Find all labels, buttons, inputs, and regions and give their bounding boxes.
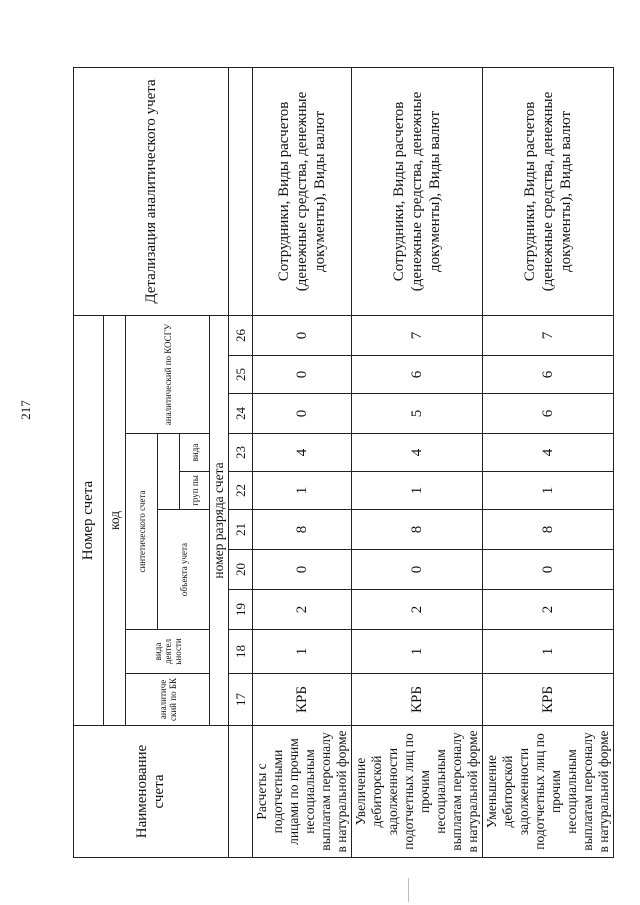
cell-21: 8 xyxy=(253,510,352,550)
header-code: код xyxy=(104,315,126,725)
row-name: Уменьшение дебиторской задолженности подотчетных лиц по прочим несоциальным выплатам персоналу в натуральной форме xyxy=(483,726,614,858)
header-activity-type: вида деятел ьности xyxy=(126,630,210,674)
digit-18: 18 xyxy=(229,630,253,674)
digit-22: 22 xyxy=(229,472,253,510)
header-synthetic: синтетического счета xyxy=(126,434,158,630)
cell-18: 1 xyxy=(352,630,483,674)
header-name: Наименование счета xyxy=(74,726,229,858)
cell-20: 0 xyxy=(352,550,483,590)
cell-26: 7 xyxy=(352,315,483,355)
cell-21: 8 xyxy=(352,510,483,550)
digit-20: 20 xyxy=(229,550,253,590)
digit-17: 17 xyxy=(229,674,253,726)
cell-18: 1 xyxy=(483,630,614,674)
cell-17: КРБ xyxy=(483,674,614,726)
cell-22: 1 xyxy=(352,472,483,510)
rotated-page xyxy=(73,68,611,858)
header-detail-spacer xyxy=(229,67,253,315)
cell-24: 6 xyxy=(483,394,614,434)
cell-25: 6 xyxy=(483,356,614,394)
header-object: объекта учета xyxy=(158,510,210,630)
digit-19: 19 xyxy=(229,590,253,630)
cell-22: 1 xyxy=(483,472,614,510)
cell-19: 2 xyxy=(253,590,352,630)
digit-25: 25 xyxy=(229,356,253,394)
row-name: Расчеты с подотчетными лицами по прочим несоциальным выплатам персоналу в натуральной форме xyxy=(253,726,352,858)
cell-18: 1 xyxy=(253,630,352,674)
header-detail: Детализация аналитического учета xyxy=(74,67,229,315)
row-detail: Сотрудники, Виды расчетов (денежные средства, денежные документы), Виды валют xyxy=(352,67,483,315)
header-blank-cell xyxy=(158,434,180,510)
row-name: Увеличение дебиторской задолженности подотчетных лиц по прочим несоциальным выплатам персоналу в натуральной форме xyxy=(352,726,483,858)
table-row xyxy=(253,67,352,857)
digit-24: 24 xyxy=(229,394,253,434)
accounts-table xyxy=(73,67,614,858)
scan-edge-line xyxy=(408,878,409,902)
cell-22: 1 xyxy=(253,472,352,510)
row-detail: Сотрудники, Виды расчетов (денежные средства, денежные документы), Виды валют xyxy=(253,67,352,315)
cell-26: 7 xyxy=(483,315,614,355)
cell-19: 2 xyxy=(352,590,483,630)
cell-26: 0 xyxy=(253,315,352,355)
row-detail: Сотрудники, Виды расчетов (денежные средства, денежные документы), Виды валют xyxy=(483,67,614,315)
cell-19: 2 xyxy=(483,590,614,630)
digit-21: 21 xyxy=(229,510,253,550)
cell-17: КРБ xyxy=(253,674,352,726)
cell-17: КРБ xyxy=(352,674,483,726)
cell-25: 6 xyxy=(352,356,483,394)
page-number: 217 xyxy=(18,400,33,420)
header-analytic-bk: аналитиче ский по БК xyxy=(126,674,210,726)
table-row xyxy=(352,67,483,857)
header-name-spacer xyxy=(229,726,253,858)
header-account-number: Номер счета xyxy=(74,315,104,725)
header-group: груп пы xyxy=(180,472,210,510)
cell-23: 4 xyxy=(483,434,614,472)
cell-24: 5 xyxy=(352,394,483,434)
cell-20: 0 xyxy=(253,550,352,590)
cell-24: 0 xyxy=(253,394,352,434)
cell-25: 0 xyxy=(253,356,352,394)
cell-23: 4 xyxy=(253,434,352,472)
digit-26: 26 xyxy=(229,315,253,355)
cell-20: 0 xyxy=(483,550,614,590)
header-analytic-kosgu: аналитический по КОСГУ xyxy=(126,315,210,433)
table-row xyxy=(483,67,614,857)
cell-23: 4 xyxy=(352,434,483,472)
header-digit-number: номер разряда счета xyxy=(210,315,229,725)
digit-23: 23 xyxy=(229,434,253,472)
header-kind: вида xyxy=(180,434,210,472)
cell-21: 8 xyxy=(483,510,614,550)
